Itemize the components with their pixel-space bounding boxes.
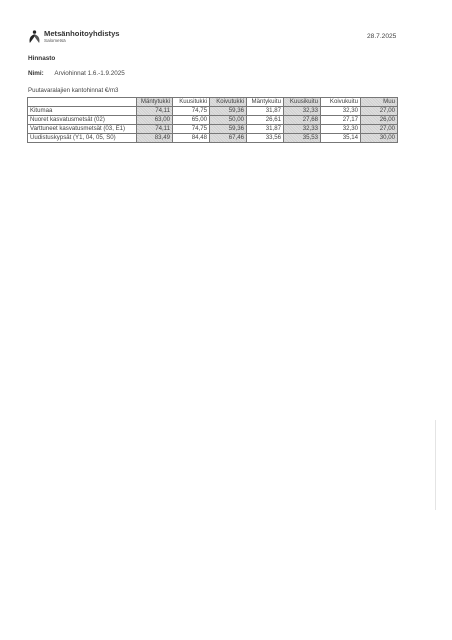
table-cell: 26,61 [247, 116, 284, 125]
table-cell: 74,11 [137, 107, 173, 116]
leaf-logo-icon [28, 30, 41, 44]
col-header: Mäntytukki [137, 98, 173, 107]
table-row [28, 125, 398, 134]
table-cell: 74,11 [137, 125, 173, 134]
org-logo [28, 30, 120, 44]
table-cell: 59,36 [210, 125, 247, 134]
document-date: 28.7.2025 [367, 33, 397, 40]
table-row [28, 107, 398, 116]
table-row [28, 116, 398, 125]
table-cell: 32,33 [284, 125, 321, 134]
col-header: Mäntykuitu [247, 98, 284, 107]
table-cell: 30,00 [361, 134, 398, 143]
document-type: Hinnasto [28, 55, 56, 62]
header-blank [28, 98, 137, 107]
table-row [28, 134, 398, 143]
table-cell: 59,36 [210, 107, 247, 116]
row-label: Nuoret kasvatusmetsät (02) [28, 116, 137, 125]
table-cell: 31,87 [247, 107, 284, 116]
table-cell: 50,00 [210, 116, 247, 125]
org-name: Metsänhoitoyhdistys [44, 29, 120, 39]
table-cell: 35,14 [321, 134, 361, 143]
table-cell: 32,30 [321, 107, 361, 116]
name-label: Nimi: [28, 70, 44, 77]
table-cell: 27,00 [361, 107, 398, 116]
table-cell: 27,00 [361, 125, 398, 134]
col-header: Kuusikuitu [284, 98, 321, 107]
table-cell: 63,00 [137, 116, 173, 125]
table-title: Puutavaralajien kantohinnat €/m3 [28, 87, 119, 94]
row-label: Varttuneet kasvatusmetsät (03, E1) [28, 125, 137, 134]
table-cell: 33,56 [247, 134, 284, 143]
table-cell: 74,75 [173, 107, 210, 116]
row-label: Kitumaa [28, 107, 137, 116]
col-header: Muu [361, 98, 398, 107]
col-header: Kuusitukki [173, 98, 210, 107]
name-row [28, 70, 125, 77]
table-cell: 32,33 [284, 107, 321, 116]
table-cell: 26,00 [361, 116, 398, 125]
table-cell: 74,75 [173, 125, 210, 134]
table-cell: 35,53 [284, 134, 321, 143]
price-table [27, 97, 398, 143]
table-cell: 83,49 [137, 134, 173, 143]
scan-margin-line [435, 420, 436, 510]
table-cell: 32,30 [321, 125, 361, 134]
name-value: Arviohinnat 1.6.-1.9.2025 [54, 70, 125, 77]
table-cell: 67,46 [210, 134, 247, 143]
table-cell: 84,48 [173, 134, 210, 143]
table-cell: 27,17 [321, 116, 361, 125]
col-header: Koivukuitu [321, 98, 361, 107]
table-header-row [28, 98, 398, 107]
table-cell: 31,87 [247, 125, 284, 134]
table-cell: 27,68 [284, 116, 321, 125]
row-label: Uudistuskypsät (Y1, 04, 05, S0) [28, 134, 137, 143]
org-subtitle: Salometsä [44, 38, 66, 43]
col-header: Koivutukki [210, 98, 247, 107]
table-cell: 65,00 [173, 116, 210, 125]
